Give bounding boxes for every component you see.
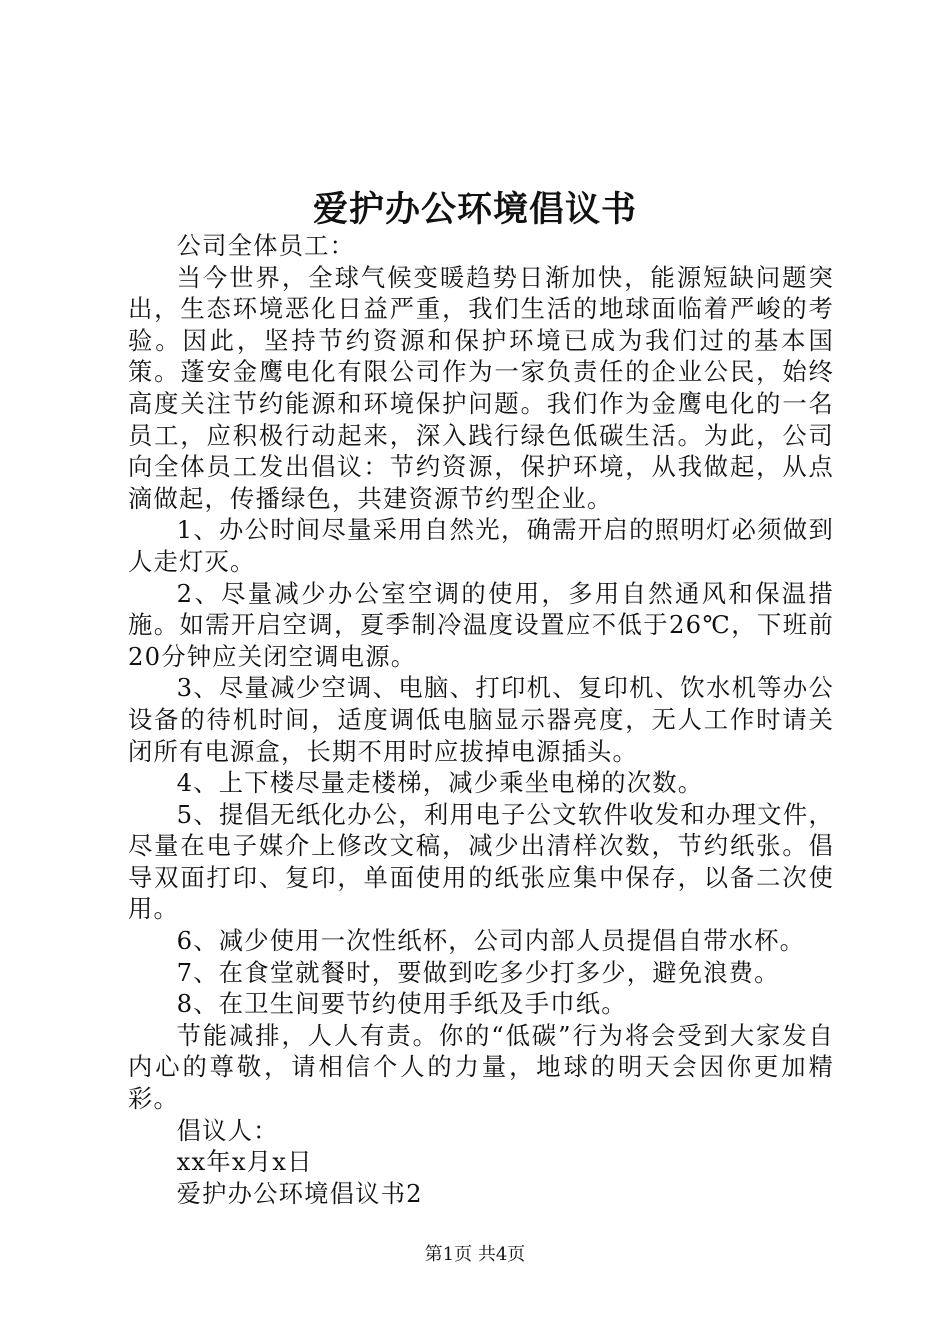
closing-paragraph: 节能减排，人人有责。你的“低碳”行为将会受到大家发自内心的尊敬，请相信个人的力量，地球的明天会因你更加精彩。 [128,1020,834,1114]
proposal-item-2: 2、尽量减少办公室空调的使用，多用自然通风和保温措施。如需开启空调，夏季制冷温度设置应不低于26℃，下班前20分钟应关闭空调电源。 [128,578,834,671]
proposal-item-8: 8、在卫生间要节约使用手纸及手巾纸。 [176,989,627,1019]
proposal-item-5: 5、提倡无纸化办公，利用电子公文软件收发和办理文件，尽量在电子媒介上修改文稿，减少出清样次数，节约纸张。倡导双面打印、复印，单面使用的纸张应集中保存，以备二次使用。 [128,799,834,924]
proposal-item-3: 3、尽量减少空调、电脑、打印机、复印机、饮水机等办公设备的待机时间，适度调低电脑显示器亮度，无人工作时请关闭所有电源盒，长期不用时应拔掉电源插头。 [128,673,834,766]
salutation: 公司全体员工： [176,231,356,260]
date-line: xx年x月x日 [176,1147,313,1177]
proposal-item-7: 7、在食堂就餐时，要做到吃多少打多少，避免浪费。 [176,957,780,987]
document-body [128,230,834,1209]
intro-paragraph: 当今世界，全球气候变暖趋势日渐加快，能源短缺问题突出，生态环境恶化日益严重，我们生活的地球面临着严峻的考验。因此，坚持节约资源和保护环境已成为我们过的基本国策。蓬安金鹰电化有限公司作为一家负责任的企业公民，始终高度关注节约能源和环境保护问题。我们作为金鹰电化的一名员工，应积极行动起来，深入践行绿色低碳生活。为此，公司向全体员工发出倡议：节约资源，保护环境，从我做起，从点滴做起，传播绿色，共建资源节约型企业。 [128,262,834,513]
signatory-label: 倡议人： [176,1115,279,1145]
document-title: 爱护办公环境倡议书 [312,189,637,230]
page-footer: 第1页 共4页 [424,1244,526,1265]
proposal-item-6: 6、减少使用一次性纸杯，公司内部人员提倡自带水杯。 [176,926,806,956]
next-document-heading: 爱护办公环境倡议书2 [176,1178,423,1208]
proposal-item-1: 1、办公时间尽量采用自然光，确需开启的照明灯必须做到人走灯灭。 [128,515,834,576]
proposal-item-4: 4、上下楼尽量走楼梯，减少乘坐电梯的次数。 [176,768,704,798]
